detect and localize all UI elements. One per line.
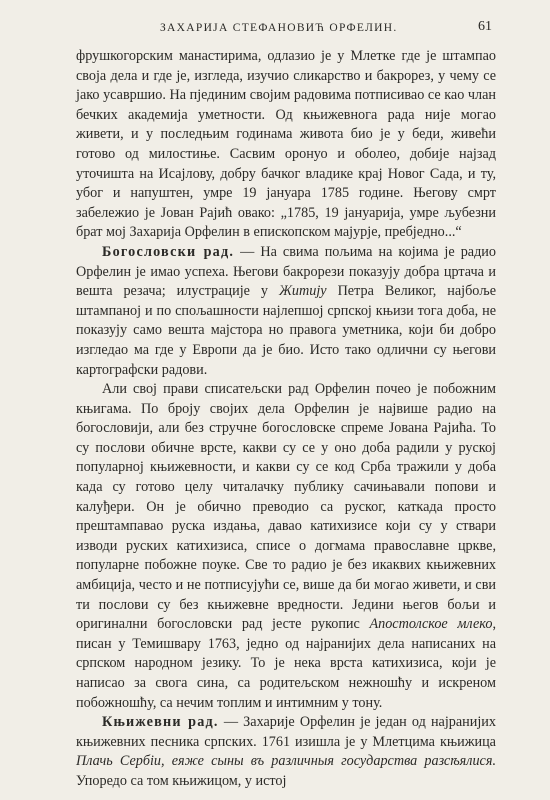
section-label: Књижевни рад. bbox=[102, 714, 219, 731]
paragraph-literary-work: Књижевни рад. — Захарије Орфелин је један од најранијих књижевних песника српских. 1761 изишла је у Млетцима књижица Плачь Сербіи, еяже сыны въ различныя государства разсѣялися. Упоредо са том књижицом, у истој bbox=[76, 714, 496, 789]
page-number: 61 bbox=[478, 19, 492, 34]
paragraph: фрушкогорским манастирима, одлазио је у Млетке где је штампао своја дела и где је, изгледа, изучио сликарство и бакрорез, у чему се јако усавршио. На пјединим својим радовима потписивао се као члан бечких академија уметности. Од књижевнога рада није могао живети, и у последњим годинама живота био је у беди, живећи готово од милостиње. Сасвим оронуо и оболео, добије најзад уточишта на Исајлову, добру бачког владике крај Новог Сада, и ту, убог и напуштен, умре 19 јануара 1785 године. Његову смрт забележио је Јован Рајић овако: „1785, 19 јануарија, умре љубезни брат мој Захарија Орфелин в епископском мајурје, пребједно...“ bbox=[76, 48, 496, 241]
body-text bbox=[76, 47, 496, 792]
book-title: Апостолское млеко bbox=[369, 616, 493, 633]
page-header bbox=[76, 20, 492, 40]
paragraph-theological-work: Богословски рад. — На свима пољима на којима је радио Орфелин је имао успеха. Његови бакрорези показују добра цртача и вешта резача; илустрације у Житију Петра Великог, најбоље штампаној и по спољашности најлепшој српској књизи тога доба, не показују само вешта мајстора но правога уметника, који би добро изгледао ма где у Европи да је био. Исто тако одлични су његови картографски радови. bbox=[76, 243, 496, 378]
paragraph: Али свој прави списатељски рад Орфелин почео је побожним књигама. По броју својих дела Орфелин је највише радио на богословији, али без стручне богословске спреме Јована Рајића. То су послови обичне врсте, какви су се у оно доба радили у руској популарној књижевности, и какви су се код Срба тражили у доба када су готово целу читалачку публику сачињавали попови и калуђери. Он је обично преводио са руског, каткада просто прештампавао руска издања, давао катихизисе који су у ствари изводи руских катихизиса, списе о догмама православне цркве, популарне побожне поуке. Све то радио је без икаквих књижевних амбиција, често и не потписујући се, више да би могао живети, и сви ти послови су без књижевне вредности. Једини његов бољи и оригинални богословски рад јесте рукопис Апостолское млеко, писан у Темишвару 1763, једно од најранијих дела написаних на српском народном језику. То је нека врста катихизиса, који је написао за свога сина, са родитељском нежношћу и искреном побожношћу, са нечим топлим и интимним у тону. bbox=[76, 381, 496, 711]
book-title: Плачь Сербіи, еяже сыны въ различныя государства разсѣялися. bbox=[76, 753, 496, 770]
book-title: Житију bbox=[278, 283, 327, 300]
running-title: ЗАХАРИЈА СТЕФАНОВИЋ ОРФЕЛИН. bbox=[160, 22, 398, 34]
section-label: Богословски рад. bbox=[102, 243, 235, 260]
